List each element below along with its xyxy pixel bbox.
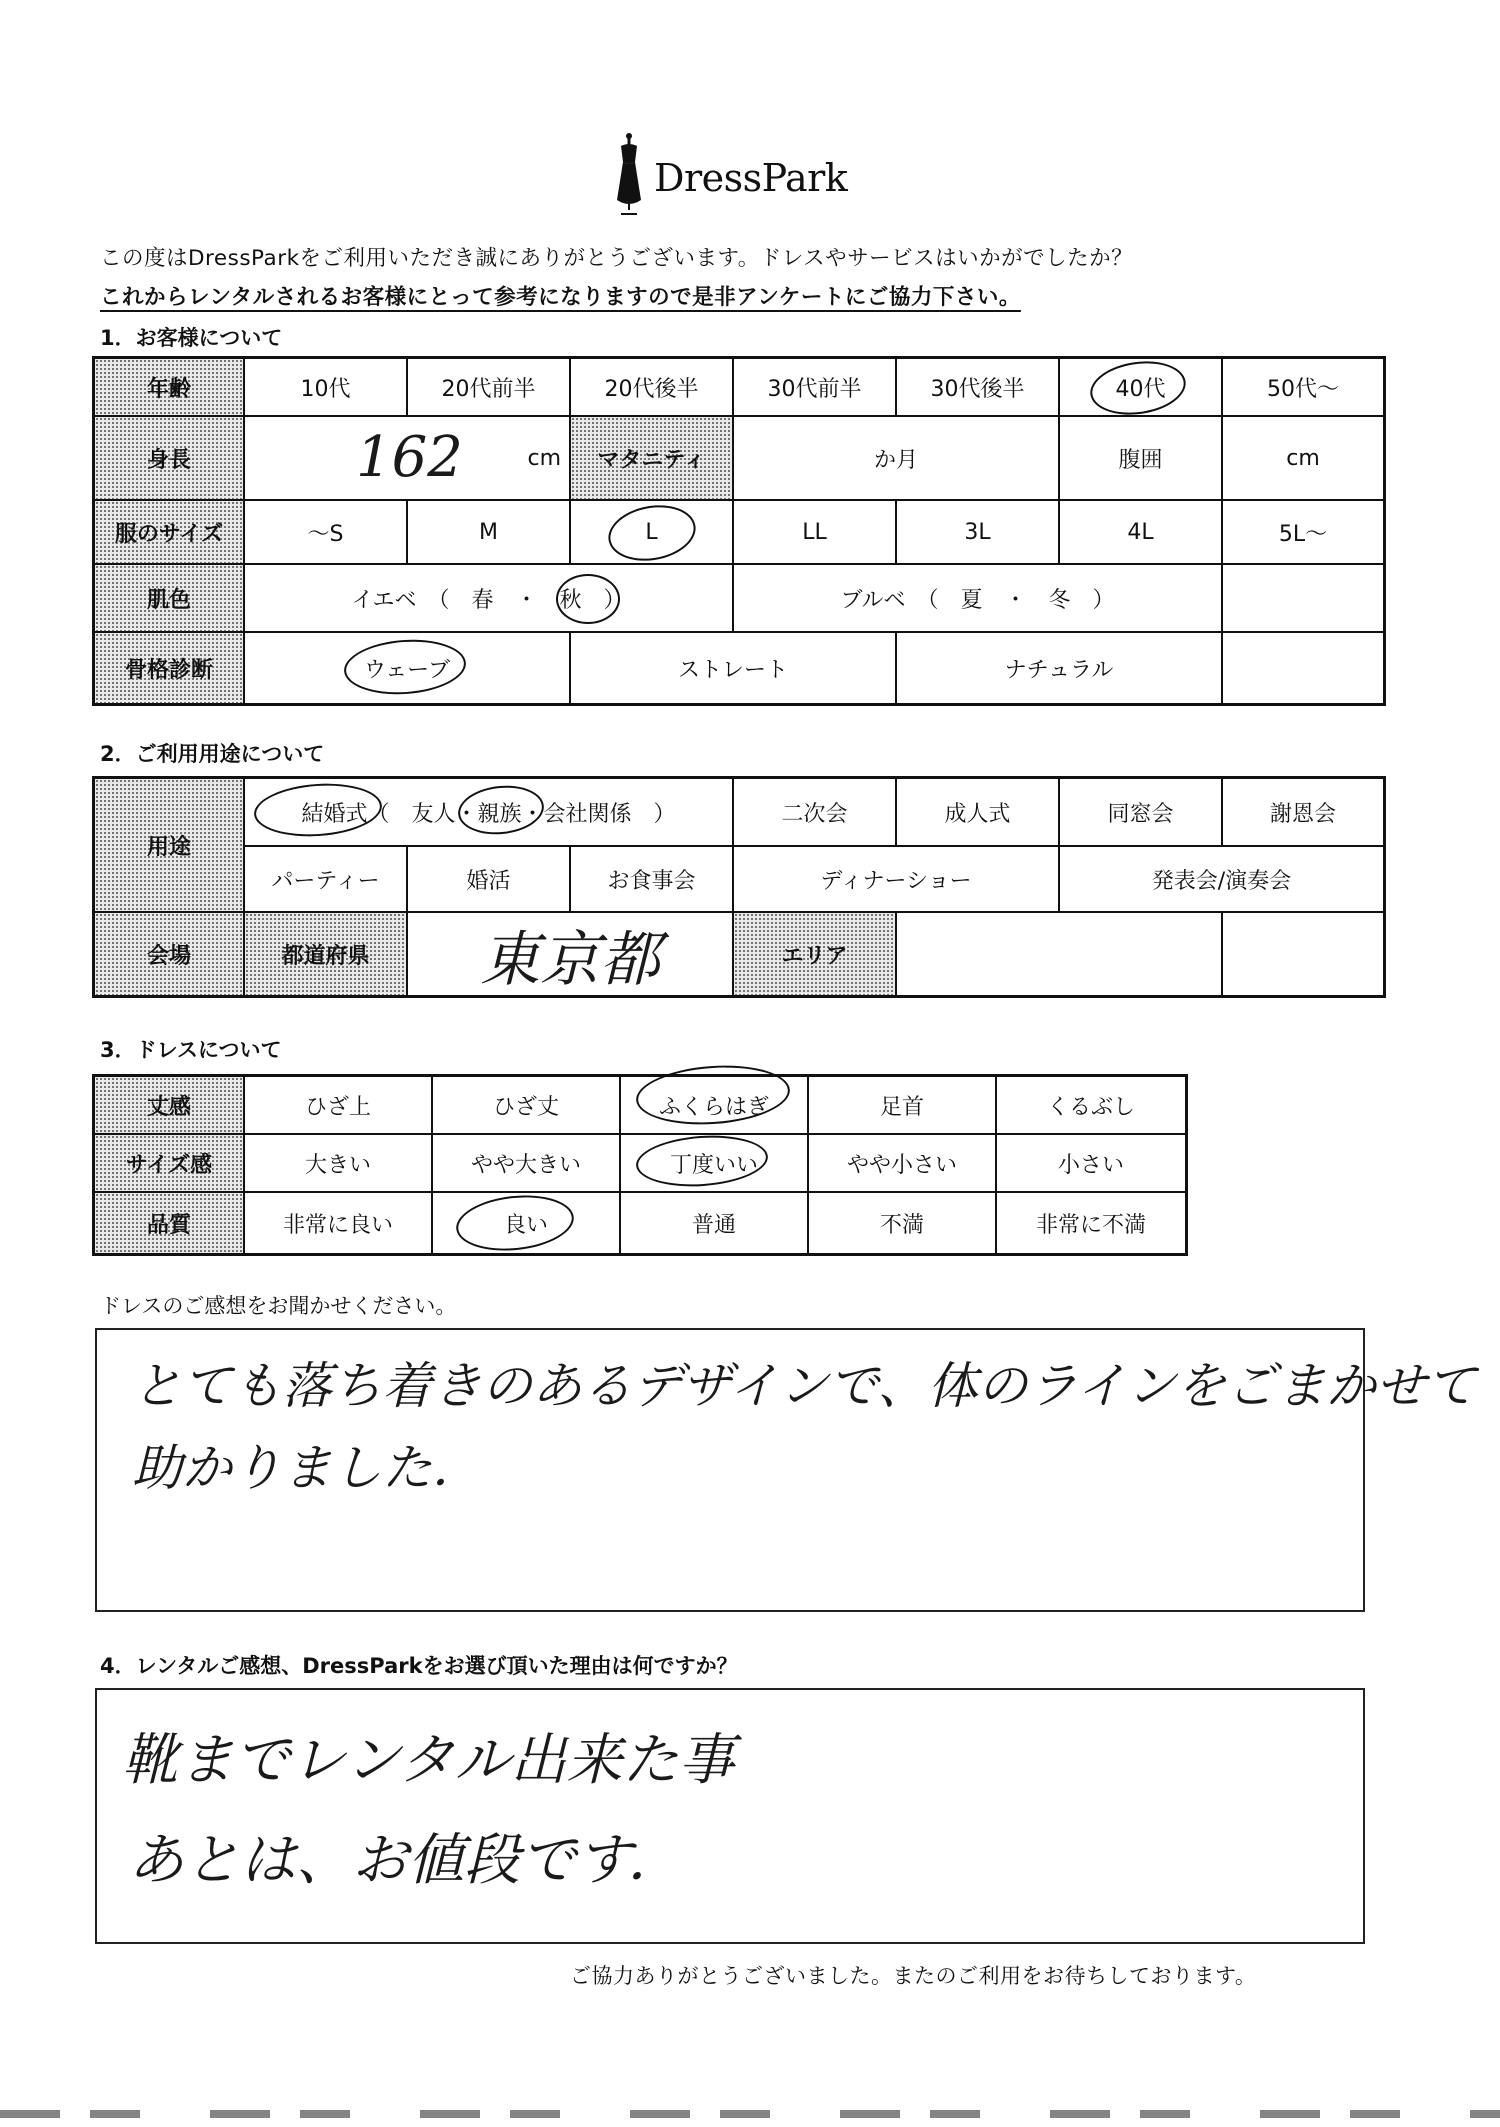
- purpose-option[interactable]: 成人式: [897, 779, 1060, 847]
- quality-option[interactable]: 不満: [809, 1193, 997, 1253]
- length-option[interactable]: くるぶし: [997, 1077, 1185, 1135]
- prefecture-value: 東京都: [480, 925, 660, 995]
- impression-line-1: とても落ち着きのあるデザインで、体のラインをごまかせて: [132, 1357, 1476, 1415]
- quality-option-selected[interactable]: 良い: [433, 1193, 621, 1253]
- height-value: 162: [356, 425, 463, 490]
- size-option[interactable]: 5L～: [1223, 501, 1383, 565]
- length-option[interactable]: 足首: [809, 1077, 997, 1135]
- fit-option[interactable]: やや大きい: [433, 1135, 621, 1193]
- area-field[interactable]: [897, 913, 1223, 995]
- size-option[interactable]: M: [408, 501, 571, 565]
- fit-option-selected[interactable]: 丁度いい: [621, 1135, 809, 1193]
- purpose-option[interactable]: 婚活: [408, 847, 571, 913]
- length-option[interactable]: ひざ丈: [433, 1077, 621, 1135]
- section-1-title: 1．お客様について: [100, 326, 283, 350]
- age-option[interactable]: 30代前半: [734, 359, 897, 417]
- purpose-option[interactable]: 発表会/演奏会: [1060, 847, 1383, 913]
- dress-form-icon: [612, 128, 646, 218]
- purpose-option[interactable]: 謝恩会: [1223, 779, 1383, 847]
- purpose-option[interactable]: 同窓会: [1060, 779, 1223, 847]
- area-label: エリア: [734, 913, 897, 995]
- quality-label: 品質: [95, 1193, 245, 1253]
- size-option[interactable]: 3L: [897, 501, 1060, 565]
- age-option[interactable]: 50代～: [1223, 359, 1383, 417]
- impression-prompt: ドレスのご感想をお聞かせください。: [100, 1294, 457, 1318]
- brand-name: DressPark: [654, 156, 848, 200]
- age-option[interactable]: 30代後半: [897, 359, 1060, 417]
- bone-label: 骨格診断: [95, 633, 245, 703]
- months-unit: か月: [873, 447, 918, 473]
- purpose-option[interactable]: 二次会: [734, 779, 897, 847]
- size-option[interactable]: ～S: [245, 501, 408, 565]
- dresspark-logo: [612, 128, 847, 218]
- height-label: 身長: [95, 417, 245, 501]
- skin-yellow-option[interactable]: イエベ （ 春 ・ 秋 ）: [245, 565, 734, 633]
- length-option-selected[interactable]: ふくらはぎ: [621, 1077, 809, 1135]
- fit-option[interactable]: やや小さい: [809, 1135, 997, 1193]
- skin-label: 肌色: [95, 565, 245, 633]
- section-2-title: 2．ご利用用途について: [100, 742, 325, 766]
- size-option[interactable]: LL: [734, 501, 897, 565]
- skin-blue-option[interactable]: ブルベ （ 夏 ・ 冬 ）: [734, 565, 1223, 633]
- wedding-option-selected[interactable]: 結婚式（ 友人・親族・会社関係 ）: [245, 779, 734, 847]
- bone-option[interactable]: ナチュラル: [897, 633, 1223, 703]
- prefecture-label: 都道府県: [245, 913, 408, 995]
- purpose-option[interactable]: お食事会: [571, 847, 734, 913]
- bone-option[interactable]: ストレート: [571, 633, 897, 703]
- length-label: 丈感: [95, 1077, 245, 1135]
- fit-option[interactable]: 小さい: [997, 1135, 1185, 1193]
- customer-info-table: [92, 356, 1386, 706]
- reason-line-1: 靴までレンタル出来た事: [122, 1728, 735, 1793]
- impression-line-2: 助かりました．: [132, 1439, 482, 1497]
- fit-label: サイズ感: [95, 1135, 245, 1193]
- intro-line-1: この度はDressParkをご利用いただき誠にありがとうございます。ドレスやサービスはいかがでしたか？: [100, 246, 1134, 271]
- age-option[interactable]: 20代前半: [408, 359, 571, 417]
- selection-circle: [556, 574, 620, 624]
- scan-artifact: [0, 2110, 1500, 2118]
- reason-line-2: あとは、お値段です．: [128, 1828, 684, 1893]
- age-option[interactable]: 10代: [245, 359, 408, 417]
- waist-label: 腹囲: [1060, 417, 1223, 501]
- size-option[interactable]: 4L: [1060, 501, 1223, 565]
- purpose-option[interactable]: パーティー: [245, 847, 408, 913]
- quality-option[interactable]: 普通: [621, 1193, 809, 1253]
- venue-label: 会場: [95, 913, 245, 995]
- size-option-selected[interactable]: L: [571, 501, 734, 565]
- intro-line-2: これからレンタルされるお客様にとって参考になりますので是非アンケートにご協力下さい。: [100, 285, 1021, 310]
- age-label: 年齢: [95, 359, 245, 417]
- age-option-selected[interactable]: 40代: [1060, 359, 1223, 417]
- bone-option-selected[interactable]: ウェーブ: [245, 633, 571, 703]
- empty-cell: [1223, 565, 1383, 633]
- section-3-title: 3．ドレスについて: [100, 1038, 282, 1062]
- maternity-label: マタニティ: [571, 417, 734, 501]
- section-4-title: 4．レンタルご感想、DressParkをお選び頂いた理由は何ですか？: [100, 1654, 738, 1678]
- purpose-option[interactable]: ディナーショー: [734, 847, 1060, 913]
- quality-option[interactable]: 非常に良い: [245, 1193, 433, 1253]
- maternity-months-field[interactable]: [734, 417, 1060, 501]
- quality-option[interactable]: 非常に不満: [1035, 1212, 1146, 1238]
- purpose-label: 用途: [95, 779, 245, 913]
- length-option[interactable]: ひざ上: [245, 1077, 433, 1135]
- height-unit: cm: [527, 445, 561, 471]
- size-label: 服のサイズ: [95, 501, 245, 565]
- waist-field[interactable]: [1223, 417, 1383, 501]
- fit-option[interactable]: 大きい: [245, 1135, 433, 1193]
- footer-thanks: ご協力ありがとうございました。またのご利用をお待ちしております。: [570, 1964, 1257, 1988]
- waist-unit: cm: [1286, 445, 1320, 471]
- age-option[interactable]: 20代後半: [571, 359, 734, 417]
